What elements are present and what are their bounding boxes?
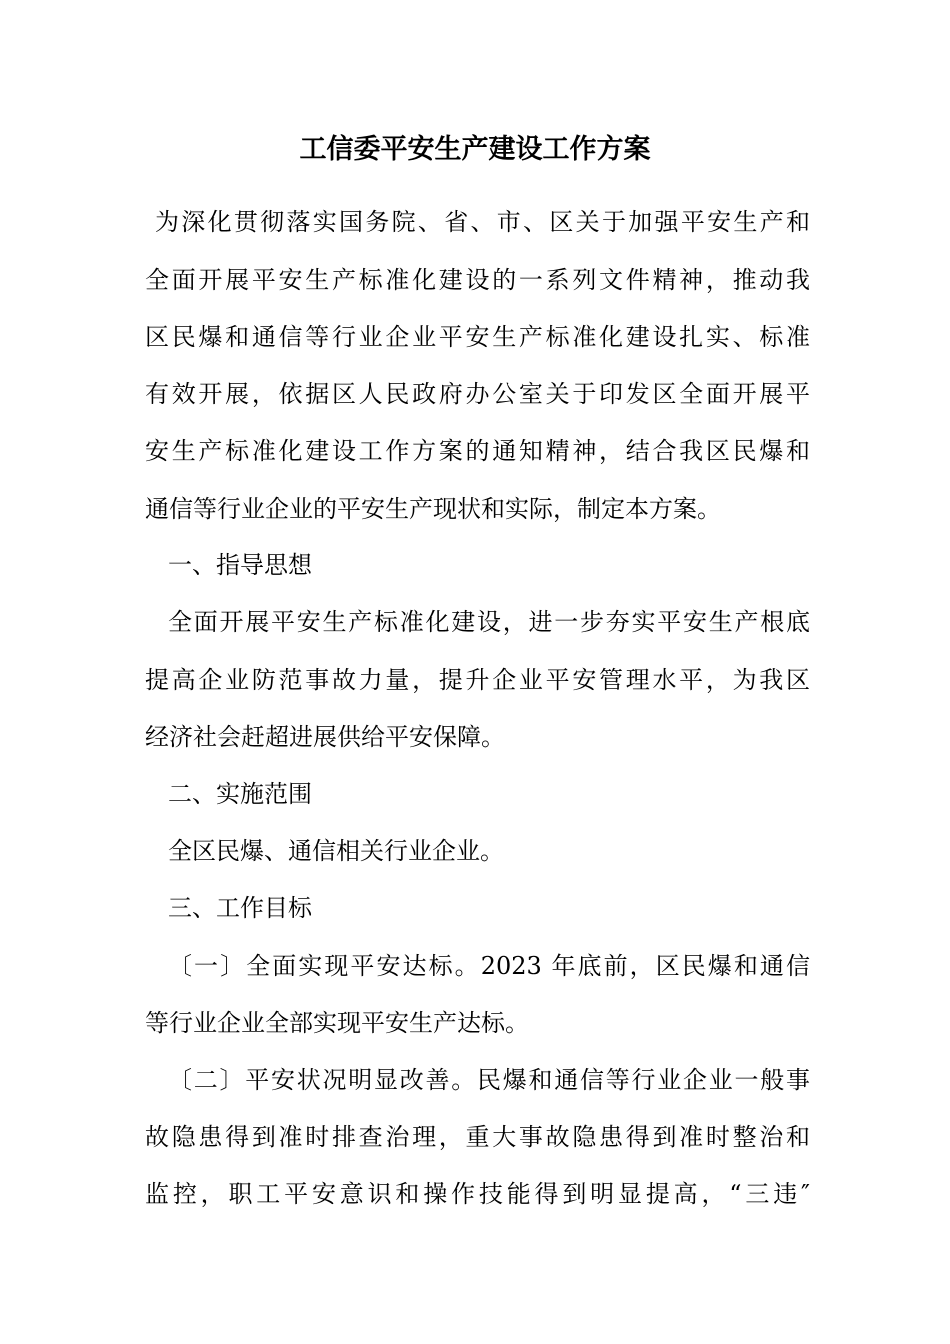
paragraph-line: 通信等行业企业的平安生产现状和实际，制定本方案。 (145, 495, 721, 523)
section-heading: 二、实施范围 (168, 780, 312, 808)
paragraph-line: 经济社会赶超进展供给平安保障。 (145, 723, 505, 751)
document-title: 工信委平安生产建设工作方案 (299, 134, 651, 165)
paragraph-line: 安生产标准化建设工作方案的通知精神，结合我区民爆和 (145, 437, 810, 465)
paragraph-line: 〔二〕平安状况明显改善。民爆和通信等行业企业一般事 (168, 1066, 810, 1094)
paragraph-line: 为深化贯彻落实国务院、省、市、区关于加强平安生产和 (155, 208, 810, 236)
paragraph-line: 监控，职工平安意识和操作技能得到明显提高，“三违″ (145, 1180, 810, 1208)
paragraph-line: 故隐患得到准时排查治理，重大事故隐患得到准时整治和 (145, 1123, 810, 1151)
paragraph-line: 〔一〕全面实现平安达标。2023 年底前，区民爆和通信 (168, 952, 810, 980)
section-heading: 三、工作目标 (168, 894, 312, 922)
paragraph-line: 提高企业防范事故力量，提升企业平安管理水平，为我区 (145, 666, 810, 694)
section-heading: 一、指导思想 (168, 551, 312, 579)
paragraph-line: 全区民爆、通信相关行业企业。 (168, 837, 504, 865)
paragraph-line: 全面开展平安生产标准化建设的一系列文件精神，推动我 (145, 266, 810, 294)
paragraph-line: 等行业企业全部实现平安生产达标。 (145, 1009, 529, 1037)
paragraph-line: 全面开展平安生产标准化建设，进一步夯实平安生产根底 (168, 608, 810, 636)
paragraph-line: 区民爆和通信等行业企业平安生产标准化建设扎实、标准 (145, 323, 810, 351)
paragraph-line: 有效开展，依据区人民政府办公室关于印发区全面开展平 (145, 380, 810, 408)
